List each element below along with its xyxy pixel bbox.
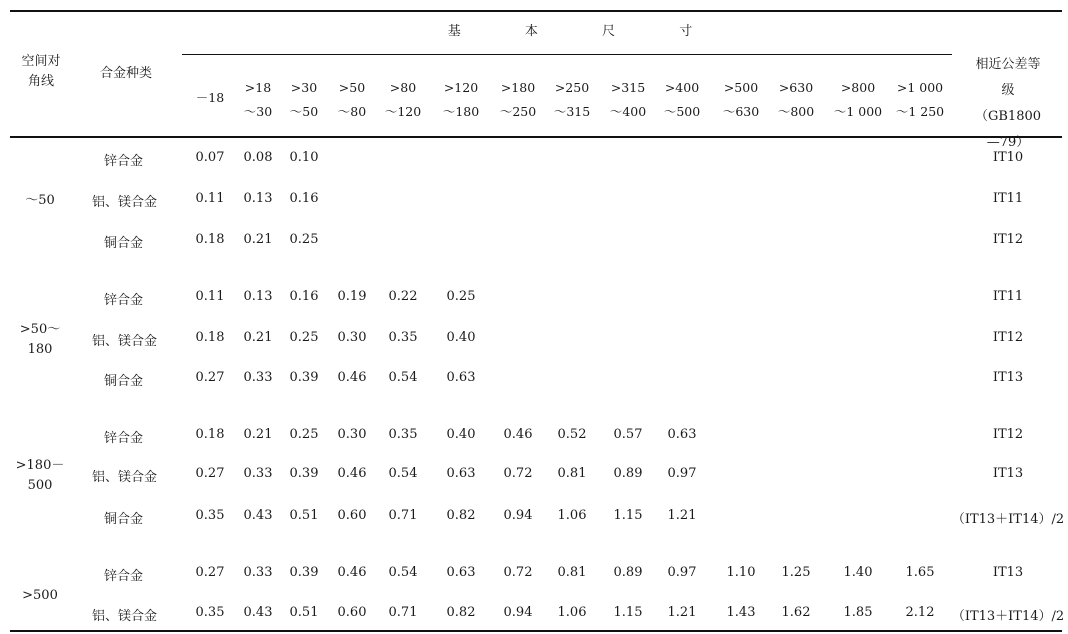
tolerance-value-cell: 0.39	[289, 370, 319, 385]
tolerance-value-cell: 0.07	[195, 150, 225, 165]
tolerance-value-cell: 0.25	[446, 289, 476, 304]
size-range-header: >800 ～1 000	[833, 80, 883, 119]
tolerance-value-cell: 0.16	[289, 289, 319, 304]
tolerance-value-cell: 0.94	[503, 605, 533, 620]
tolerance-value-cell: 0.46	[337, 370, 367, 385]
tolerance-grade-header: 相近公差等级 （GB1800—79）	[974, 57, 1042, 150]
tolerance-value-cell: 0.11	[195, 191, 225, 206]
alloy-type-cell: 铝、镁合金	[92, 470, 158, 485]
tolerance-value-cell: 0.13	[243, 289, 273, 304]
diagonal-range-cell: >50～ 180	[19, 322, 61, 357]
tolerance-value-cell: 1.65	[905, 565, 935, 580]
tolerance-value-cell: 0.35	[195, 605, 225, 620]
tolerance-value-cell: 0.27	[195, 466, 225, 481]
size-range-header: >315 ～400	[609, 80, 647, 119]
diagonal-range-cell: ～50	[25, 193, 55, 208]
tolerance-value-cell: 0.57	[613, 427, 643, 442]
tolerance-value-cell: 0.13	[243, 191, 273, 206]
tolerance-value-cell: 0.35	[388, 427, 418, 442]
tolerance-value-cell: 0.19	[337, 289, 367, 304]
tolerance-value-cell: 0.33	[243, 466, 273, 481]
tolerance-value-cell: 0.40	[446, 330, 476, 345]
tolerance-value-cell: 1.43	[726, 605, 756, 620]
tolerance-value-cell: 0.08	[243, 150, 273, 165]
tolerance-value-cell: 0.10	[289, 150, 319, 165]
size-range-header: >500 ～630	[722, 80, 760, 119]
size-range-header: >180 ～250	[499, 80, 537, 119]
tolerance-value-cell: 0.21	[243, 232, 273, 247]
alloy-type-cell: 锌合金	[104, 431, 144, 446]
table-top-rule	[10, 10, 1062, 12]
tolerance-value-cell: 0.71	[388, 605, 418, 620]
tolerance-value-cell: 0.54	[388, 370, 418, 385]
tolerance-value-cell: 1.06	[557, 605, 587, 620]
tolerance-value-cell: 0.63	[667, 427, 697, 442]
tolerance-value-cell: 0.33	[243, 565, 273, 580]
tolerance-value-cell: 0.51	[289, 508, 319, 523]
tolerance-value-cell: 1.62	[781, 605, 811, 620]
tolerance-grade-cell: （IT13＋IT14）/2	[951, 609, 1065, 624]
tolerance-value-cell: 0.35	[388, 330, 418, 345]
tolerance-value-cell: 0.97	[667, 466, 697, 481]
tolerance-value-cell: 0.39	[289, 466, 319, 481]
tolerance-value-cell: 0.18	[195, 232, 225, 247]
tolerance-value-cell: 0.52	[557, 427, 587, 442]
tolerance-value-cell: 0.46	[337, 565, 367, 580]
tolerance-value-cell: 0.30	[337, 330, 367, 345]
tolerance-grade-cell: （IT13＋IT14）/2	[951, 512, 1065, 527]
tolerance-value-cell: 1.10	[726, 565, 756, 580]
alloy-type-cell: 铜合金	[104, 512, 144, 527]
tolerance-grade-cell: IT12	[992, 330, 1024, 345]
size-range-header: >120 ～180	[442, 80, 480, 119]
tolerance-value-cell: 0.54	[388, 565, 418, 580]
tolerance-value-cell: 0.40	[446, 427, 476, 442]
basic-size-header: 基 本 尺 寸	[447, 24, 723, 39]
tolerance-value-cell: 1.25	[781, 565, 811, 580]
size-range-header: >80 ～120	[384, 80, 422, 119]
tolerance-value-cell: 0.94	[503, 508, 533, 523]
tolerance-value-cell: 0.35	[195, 508, 225, 523]
tolerance-value-cell: 0.22	[388, 289, 418, 304]
tolerance-value-cell: 0.43	[243, 508, 273, 523]
tolerance-value-cell: 0.82	[446, 508, 476, 523]
tolerance-value-cell: 0.72	[503, 466, 533, 481]
tolerance-value-cell: 0.25	[289, 427, 319, 442]
tolerance-value-cell: 0.72	[503, 565, 533, 580]
alloy-type-cell: 铜合金	[104, 236, 144, 251]
alloy-type-cell: 锌合金	[104, 569, 144, 584]
tolerance-value-cell: 0.60	[337, 605, 367, 620]
table-bottom-rule	[10, 630, 1062, 632]
tolerance-value-cell: 0.27	[195, 370, 225, 385]
diagonal-range-cell: >180－ 500	[15, 458, 65, 493]
alloy-type-cell: 锌合金	[104, 293, 144, 308]
header-bottom-rule	[10, 136, 1062, 138]
tolerance-value-cell: 0.97	[667, 565, 697, 580]
tolerance-value-cell: 0.89	[613, 466, 643, 481]
alloy-type-cell: 铝、镁合金	[92, 609, 158, 624]
tolerance-value-cell: 0.51	[289, 605, 319, 620]
alloy-type-cell: 锌合金	[104, 154, 144, 169]
alloy-type-cell: 铝、镁合金	[92, 195, 158, 210]
alloy-type-cell: 铝、镁合金	[92, 334, 158, 349]
tolerance-value-cell: 0.81	[557, 565, 587, 580]
tolerance-value-cell: 0.25	[289, 232, 319, 247]
tolerance-grade-cell: IT10	[992, 150, 1024, 165]
tolerance-value-cell: 0.43	[243, 605, 273, 620]
size-range-header: >250 ～315	[553, 80, 591, 119]
tolerance-value-cell: 0.39	[289, 565, 319, 580]
diagonal-range-cell: >500	[22, 588, 58, 603]
size-range-header: >1 000 ～1 250	[895, 80, 945, 119]
tolerance-value-cell: 1.06	[557, 508, 587, 523]
tolerance-value-cell: 0.63	[446, 466, 476, 481]
tolerance-value-cell: 0.11	[195, 289, 225, 304]
tolerance-value-cell: 0.18	[195, 330, 225, 345]
tolerance-value-cell: 0.63	[446, 565, 476, 580]
tolerance-grade-cell: IT12	[992, 427, 1024, 442]
tolerance-value-cell: 0.81	[557, 466, 587, 481]
tolerance-grade-cell: IT11	[992, 191, 1024, 206]
tolerance-value-cell: 0.21	[243, 427, 273, 442]
size-range-header: >18 ～30	[243, 80, 273, 119]
tolerance-value-cell: 0.25	[289, 330, 319, 345]
tolerance-value-cell: 0.18	[195, 427, 225, 442]
tolerance-value-cell: 1.40	[843, 565, 873, 580]
tolerance-value-cell: 0.27	[195, 565, 225, 580]
tolerance-grade-cell: IT13	[992, 370, 1024, 385]
tolerance-value-cell: 0.54	[388, 466, 418, 481]
tolerance-value-cell: 1.15	[613, 508, 643, 523]
alloy-type-header: 合金种类	[100, 66, 153, 81]
tolerance-value-cell: 1.85	[843, 605, 873, 620]
tolerance-value-cell: 0.46	[503, 427, 533, 442]
size-range-header: >30 ～50	[289, 80, 319, 119]
diagonal-header: 空间对 角线	[21, 54, 61, 89]
size-range-header: －18	[195, 90, 225, 105]
tolerance-value-cell: 0.21	[243, 330, 273, 345]
tolerance-value-cell: 0.16	[289, 191, 319, 206]
tolerance-value-cell: 0.82	[446, 605, 476, 620]
alloy-type-cell: 铜合金	[104, 374, 144, 389]
tolerance-grade-cell: IT12	[992, 232, 1024, 247]
tolerance-value-cell: 1.15	[613, 605, 643, 620]
tolerance-value-cell: 0.30	[337, 427, 367, 442]
tolerance-grade-cell: IT13	[992, 565, 1024, 580]
size-range-header: >630 ～800	[777, 80, 815, 119]
tolerance-value-cell: 0.60	[337, 508, 367, 523]
tolerance-value-cell: 1.21	[667, 605, 697, 620]
tolerance-value-cell: 0.46	[337, 466, 367, 481]
tolerance-grade-cell: IT13	[992, 466, 1024, 481]
basic-size-rule	[182, 54, 952, 55]
tolerance-value-cell: 1.21	[667, 508, 697, 523]
size-range-header: >400 ～500	[663, 80, 701, 119]
size-range-header: >50 ～80	[337, 80, 367, 119]
tolerance-grade-cell: IT11	[992, 289, 1024, 304]
tolerance-value-cell: 0.63	[446, 370, 476, 385]
tolerance-value-cell: 0.71	[388, 508, 418, 523]
tolerance-value-cell: 0.89	[613, 565, 643, 580]
tolerance-value-cell: 0.33	[243, 370, 273, 385]
tolerance-value-cell: 2.12	[905, 605, 935, 620]
